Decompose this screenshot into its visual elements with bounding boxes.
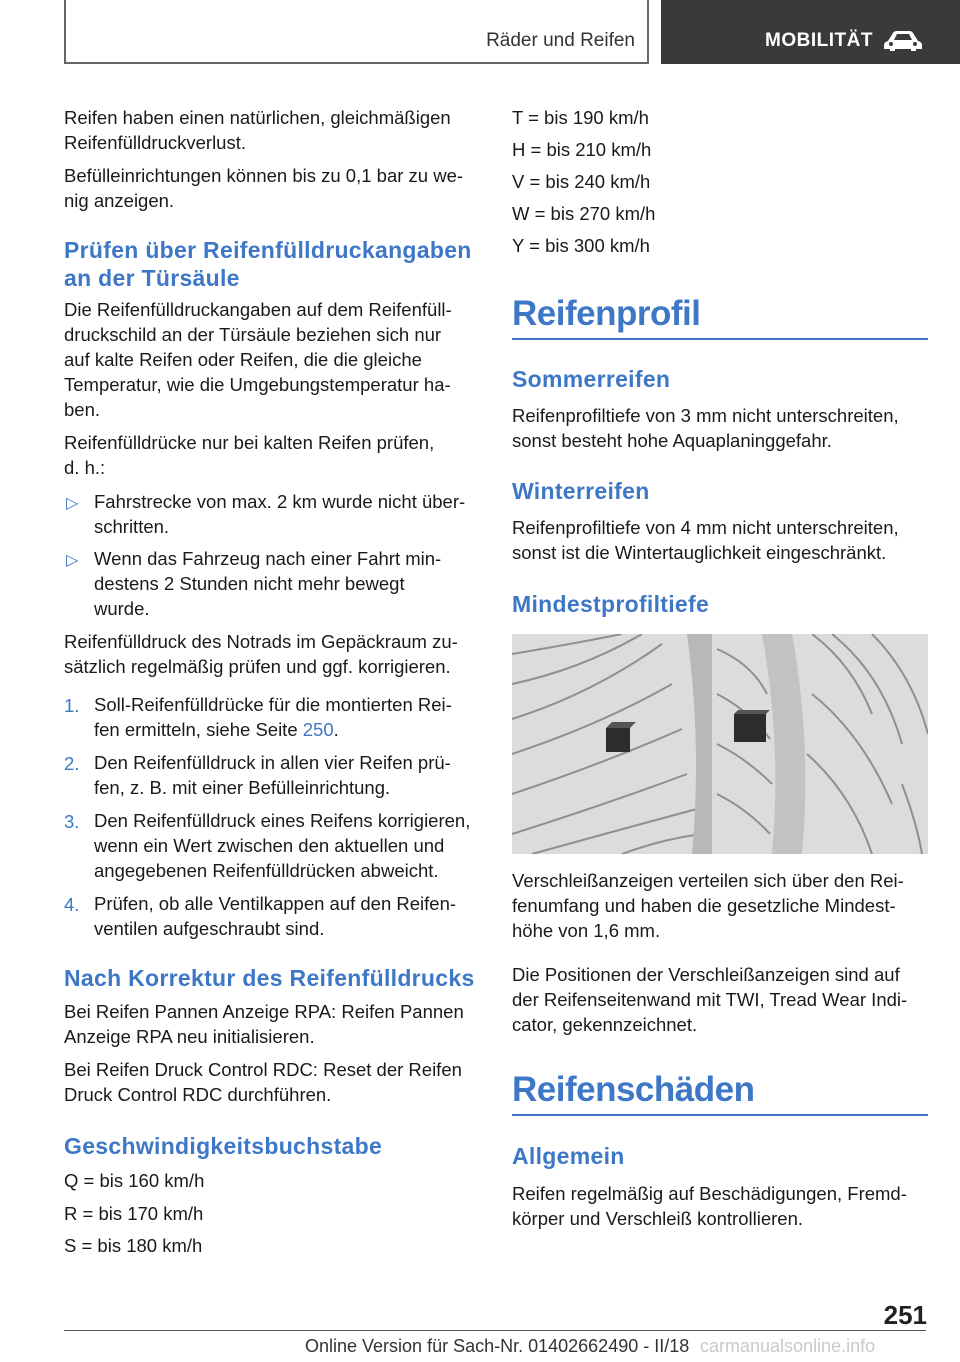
heading-pruefen-1: Prüfen über Reifenfülldruckangaben	[64, 237, 472, 263]
speed-t: T = bis 190 km/h	[512, 107, 649, 128]
step1-line-1: Soll-Reifenfülldrücke für die montierten Rei-	[94, 694, 452, 715]
step4-line-2: ventilen aufgeschraubt sind.	[94, 918, 325, 939]
caption-line-2: fenumfang und haben die gesetzliche Mindest-	[512, 895, 896, 916]
step3-line-1: Den Reifenfülldruck eines Reifens korrigieren,	[94, 810, 471, 831]
sommer-line-1: Reifenprofiltiefe von 3 mm nicht unterschreiten,	[512, 405, 899, 426]
bullet1-line-1: Fahrstrecke von max. 2 km wurde nicht über-	[94, 491, 466, 512]
rpa-line-1: Bei Reifen Pannen Anzeige RPA: Reifen Pannen	[64, 1001, 464, 1022]
intro-line-1: Reifen haben einen natürlichen, gleichmäßigen	[64, 107, 451, 128]
speed-s: S = bis 180 km/h	[64, 1235, 203, 1256]
intro2-line-1: Befülleinrichtungen können bis zu 0,1 bar zu we-	[64, 165, 464, 186]
step-number: 2.	[64, 753, 80, 774]
pruefen-line-4: Temperatur, wie die Umgebungstemperatur ha-	[64, 374, 451, 395]
speed-y: Y = bis 300 km/h	[512, 235, 650, 256]
bullet-triangle-icon: ▷	[66, 495, 79, 512]
speed-q: Q = bis 160 km/h	[64, 1170, 205, 1191]
step4-line-1: Prüfen, ob alle Ventilkappen auf den Reifen-	[94, 893, 457, 914]
step3-line-3: angegebenen Reifenfülldrücken abweicht.	[94, 860, 439, 881]
winter-line-2: sonst ist die Wintertauglichkeit eingeschränkt.	[512, 542, 887, 563]
pruefen-line-5: ben.	[64, 399, 101, 420]
heading-korrektur: Nach Korrektur des Reifenfülldrucks	[64, 965, 475, 991]
bullet2-line-2: destens 2 Stunden nicht mehr bewegt	[94, 573, 405, 594]
kalt-line-1: Reifenfülldrücke nur bei kalten Reifen prüfen,	[64, 432, 435, 453]
heading-winter: Winterreifen	[512, 478, 650, 504]
car-icon	[882, 29, 924, 53]
rpa-line-2: Anzeige RPA neu initialisieren.	[64, 1026, 315, 1047]
pruefen-line-1: Die Reifenfülldruckangaben auf dem Reifenfüll-	[64, 299, 452, 320]
header-section-box	[64, 0, 649, 64]
step3-line-2: wenn ein Wert zwischen den aktuellen und	[94, 835, 445, 856]
caption-line-3: höhe von 1,6 mm.	[512, 920, 661, 941]
allgemein-line-1: Reifen regelmäßig auf Beschädigungen, Fremd-	[512, 1183, 907, 1204]
bullet2-line-1: Wenn das Fahrzeug nach einer Fahrt min-	[94, 548, 442, 569]
speed-w: W = bis 270 km/h	[512, 203, 656, 224]
kalt-line-2: d. h.:	[64, 457, 106, 478]
speed-r: R = bis 170 km/h	[64, 1203, 204, 1224]
notrad-line-2: sätzlich regelmäßig prüfen und ggf. korrigieren.	[64, 656, 451, 677]
step-number: 1.	[64, 695, 80, 716]
bullet-triangle-icon: ▷	[66, 552, 79, 569]
heading-rule	[512, 338, 928, 340]
header-chapter-title: MOBILITÄT	[765, 30, 873, 51]
step-number: 4.	[64, 894, 80, 915]
bullet2-line-3: wurde.	[94, 598, 150, 619]
heading-sommer: Sommerreifen	[512, 366, 671, 392]
header-section-title: Räder und Reifen	[486, 30, 635, 51]
step2-line-2: fen, z. B. mit einer Befülleinrichtung.	[94, 777, 391, 798]
heading-mindest: Mindestprofiltiefe	[512, 591, 710, 617]
speed-v: V = bis 240 km/h	[512, 171, 651, 192]
speed-h: H = bis 210 km/h	[512, 139, 652, 160]
twi-line-1: Die Positionen der Verschleißanzeigen sind auf	[512, 964, 900, 985]
footer-rule	[64, 1330, 926, 1331]
caption-line-1: Verschleißanzeigen verteilen sich über den Rei-	[512, 870, 904, 891]
pruefen-line-2: druckschild an der Türsäule beziehen sich nur	[64, 324, 442, 345]
footer-online-version: Online Version für Sach-Nr. 01402662490 - II/18	[305, 1336, 690, 1356]
page-link[interactable]: 250	[302, 719, 334, 740]
intro-line-2: Reifenfülldruckverlust.	[64, 132, 246, 153]
winter-line-1: Reifenprofiltiefe von 4 mm nicht unterschreiten,	[512, 517, 899, 538]
twi-line-2: der Reifenseitenwand mit TWI, Tread Wear Indi-	[512, 989, 908, 1010]
heading-speed: Geschwindigkeitsbuchstabe	[64, 1133, 383, 1159]
sommer-line-2: sonst besteht hohe Aquaplaninggefahr.	[512, 430, 832, 451]
twi-line-3: cator, gekennzeichnet.	[512, 1014, 698, 1035]
step-number: 3.	[64, 811, 80, 832]
pruefen-line-3: auf kalte Reifen oder Reifen, die die gleiche	[64, 349, 422, 370]
page-number: 251	[883, 1300, 927, 1330]
watermark: carmanualsonline.info	[700, 1336, 876, 1356]
heading-allgemein: Allgemein	[512, 1143, 625, 1169]
tire-tread-image	[512, 634, 928, 854]
heading-reifenprofil: Reifenprofil	[512, 294, 701, 333]
rdc-line-2: Druck Control RDC durchführen.	[64, 1084, 332, 1105]
heading-rule	[512, 1114, 928, 1116]
notrad-line-1: Reifenfülldruck des Notrads im Gepäckraum zu-	[64, 631, 458, 652]
allgemein-line-2: körper und Verschleiß kontrollieren.	[512, 1208, 804, 1229]
heading-reifenschaeden: Reifenschäden	[512, 1070, 755, 1109]
step2-line-1: Den Reifenfülldruck in allen vier Reifen prü-	[94, 752, 451, 773]
bullet1-line-2: schritten.	[94, 516, 170, 537]
rdc-line-1: Bei Reifen Druck Control RDC: Reset der Reifen	[64, 1059, 462, 1080]
step1-line-2: fen ermitteln, siehe Seite 250.	[94, 719, 339, 740]
intro2-line-2: nig anzeigen.	[64, 190, 175, 211]
heading-pruefen-2: an der Türsäule	[64, 265, 240, 291]
